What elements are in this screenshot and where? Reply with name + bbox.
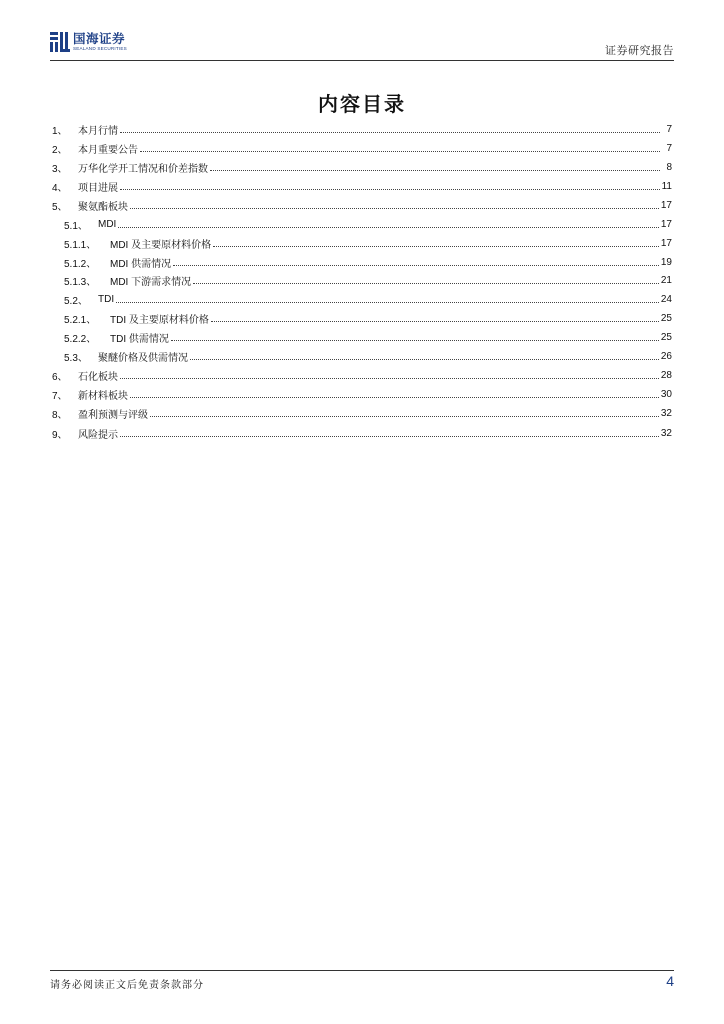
toc-entry-label: 项目进展: [78, 182, 118, 194]
toc-dot-leader: [116, 302, 659, 303]
toc-entry[interactable]: [64, 347, 672, 365]
toc-entry-page: 25: [660, 331, 672, 343]
toc-entry-page: 7: [666, 142, 672, 154]
toc-entry-page: 32: [660, 427, 672, 439]
toc-dot-leader: [150, 416, 659, 417]
toc-entry[interactable]: [52, 385, 672, 403]
toc-dot-leader: [173, 265, 659, 266]
toc-entry[interactable]: [52, 404, 672, 422]
toc-entry-number: 5.3、: [64, 352, 88, 364]
toc-dot-leader: [120, 378, 659, 379]
toc-entry-number: 6、: [52, 371, 68, 383]
toc-entry-label: 本月重要公告: [78, 144, 138, 156]
toc-dot-leader: [120, 189, 660, 190]
toc-entry[interactable]: [64, 309, 672, 327]
toc-title: 内容目录: [318, 92, 406, 116]
toc-entry-number: 3、: [52, 163, 68, 175]
toc-entry-label: MDI 及主要原材料价格: [110, 239, 212, 251]
toc-entry-label: 万华化学开工情况和价差指数: [78, 163, 208, 175]
toc-entry-page: 8: [666, 161, 672, 173]
toc-entry-label: 本月行情: [78, 125, 118, 137]
toc-dot-leader: [193, 283, 659, 284]
logo-english-name: SEALAND SECURITIES: [73, 46, 127, 51]
toc-entry-page: 28: [660, 369, 672, 381]
toc-entry-number: 7、: [52, 390, 68, 402]
toc-entry-label: 新材料板块: [78, 390, 128, 402]
toc-entry-page: 32: [660, 407, 672, 419]
toc-entry-page: 25: [660, 312, 672, 324]
toc-entry-page: 17: [660, 218, 672, 230]
toc-entry-number: 5.1.2、: [64, 258, 97, 270]
toc-entry[interactable]: [64, 253, 672, 271]
toc-entry[interactable]: [52, 139, 672, 157]
toc-entry-page: 17: [660, 237, 672, 249]
page-header: [50, 30, 674, 61]
toc-entry[interactable]: [64, 328, 672, 346]
toc-entry-number: 9、: [52, 429, 68, 441]
toc-entry-number: 1、: [52, 125, 68, 137]
toc-entry-page: 11: [661, 180, 672, 192]
toc-dot-leader: [210, 170, 660, 171]
logo-text: [73, 32, 127, 52]
toc-entry-number: 5.2、: [64, 295, 88, 307]
toc-entry-number: 8、: [52, 409, 68, 421]
toc-entry[interactable]: [52, 424, 672, 442]
toc-entry-number: 2、: [52, 144, 68, 156]
toc-entry-label: TDI 及主要原材料价格: [110, 314, 209, 326]
toc-entry-label: MDI 供需情况: [110, 258, 172, 270]
toc-entry-label: 盈利预测与评级: [78, 409, 148, 421]
toc-entry[interactable]: [52, 366, 672, 384]
logo-chinese-name: 国海证券: [73, 31, 126, 46]
toc-dot-leader: [211, 321, 659, 322]
toc-entry-number: 5.2.1、: [64, 314, 97, 326]
toc-entry-label: MDI 下游需求情况: [110, 276, 192, 288]
toc-dot-leader: [213, 246, 659, 247]
toc-entry-page: 7: [666, 123, 672, 135]
toc-entry-page: 30: [660, 388, 672, 400]
toc-dot-leader: [130, 208, 659, 209]
page-footer: [50, 970, 674, 991]
page-number: 4: [666, 973, 674, 989]
toc-entry[interactable]: [64, 290, 672, 308]
toc-entry[interactable]: [64, 215, 672, 233]
toc-dot-leader: [190, 359, 659, 360]
toc-entry-label: TDI 供需情况: [110, 333, 169, 345]
toc-entry[interactable]: [52, 158, 672, 176]
toc-entry-number: 5、: [52, 201, 68, 213]
toc-entry-page: 24: [660, 293, 672, 305]
toc-entry-label: 石化板块: [78, 371, 118, 383]
company-logo: [50, 32, 127, 54]
toc-entry-page: 26: [660, 350, 672, 362]
toc-dot-leader: [140, 151, 660, 152]
toc-entry-number: 5.1.1、: [64, 239, 97, 251]
toc-entry[interactable]: [64, 234, 672, 252]
toc-entry-page: 19: [660, 256, 672, 268]
report-type-label: 证券研究报告: [605, 44, 674, 57]
toc-entry-number: 5.1、: [64, 220, 88, 232]
toc-entry-label: 聚醚价格及供需情况: [98, 352, 188, 364]
toc-entry-number: 5.1.3、: [64, 276, 97, 288]
toc-entry-label: MDI: [98, 218, 117, 230]
toc-entry[interactable]: [52, 177, 672, 195]
logo-mark-icon: [50, 32, 70, 54]
toc-dot-leader: [130, 397, 659, 398]
toc-entry-page: 17: [660, 199, 672, 211]
toc-entry-number: 4、: [52, 182, 68, 194]
toc-entry[interactable]: [52, 120, 672, 138]
toc-dot-leader: [118, 227, 659, 228]
disclaimer-note: 请务必阅读正文后免责条款部分: [50, 980, 204, 991]
toc-entry[interactable]: [64, 271, 672, 289]
toc-entry-page: 21: [660, 274, 672, 286]
toc-entry-label: TDI: [98, 293, 115, 305]
toc-entry[interactable]: [52, 196, 672, 214]
toc-dot-leader: [120, 132, 660, 133]
toc-entry-label: 聚氨酯板块: [78, 201, 128, 213]
toc-entry-number: 5.2.2、: [64, 333, 97, 345]
toc-entry-label: 风险提示: [78, 429, 118, 441]
toc-dot-leader: [120, 436, 659, 437]
toc-dot-leader: [171, 340, 659, 341]
